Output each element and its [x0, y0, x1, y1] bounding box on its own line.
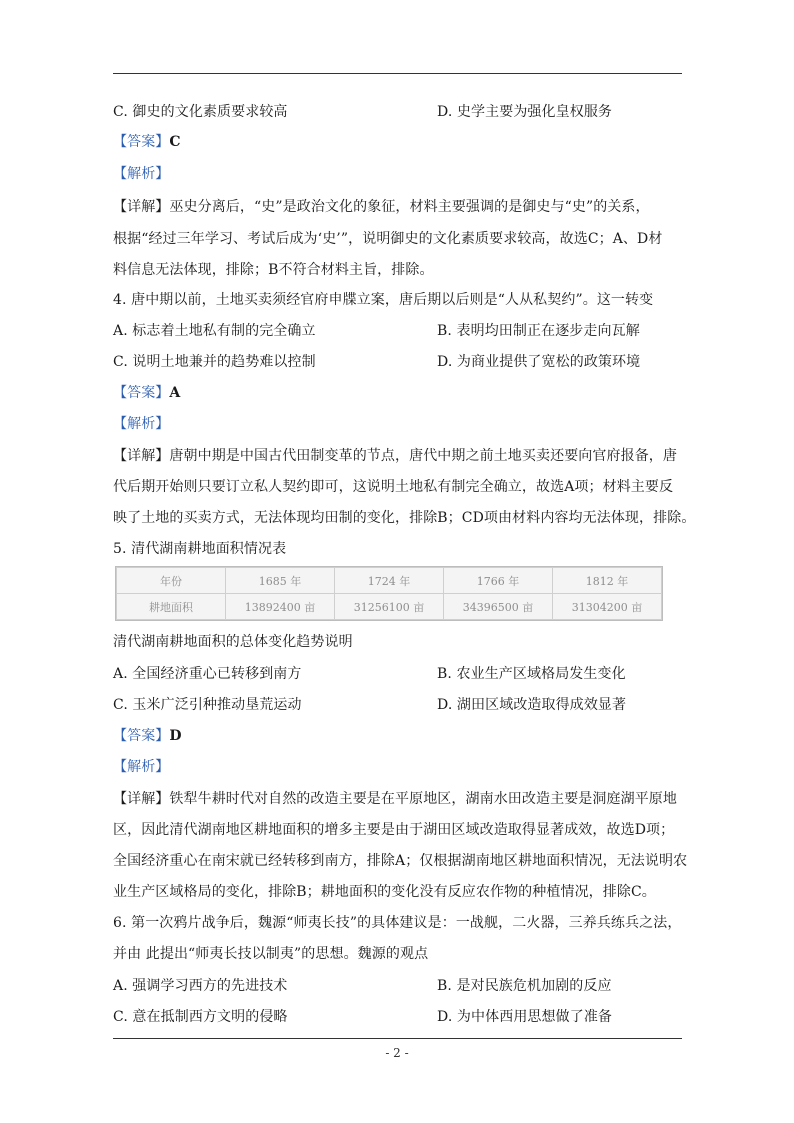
q3-detail-line-2: 根据“经过三年学习、考试后成为‘史’”，说明御史的文化素质要求较高，故选C；A、D材	[113, 231, 663, 247]
table-cell: 耕地面积	[117, 594, 226, 620]
table-cell: 34396500 亩	[444, 594, 553, 620]
q3-option-d: D. 史学主要为强化皇权服务	[437, 104, 613, 120]
q5-analysis	[113, 757, 688, 777]
q6-stem-line-1: 6. 第一次鸦片战争后，魏源“师夷长技”的具体建议是：一战舰，二火器，三养兵练兵之法，	[113, 915, 682, 931]
q4-detail-line-3: 映了土地的买卖方式，无法体现均田制的变化，排除B；CD项由材料内容均无法体现，排除。	[113, 510, 696, 526]
q6-option-a: A. 强调学习西方的先进技术	[113, 978, 288, 994]
q5-detail-line-2: 区，因此清代湖南地区耕地面积的增多主要是由于湖田区域改造取得显著成效，故选D项；	[113, 822, 675, 838]
detail-tag: 【详解】	[113, 199, 170, 215]
q5-question: 清代湖南耕地面积的总体变化趋势说明	[113, 634, 353, 650]
detail-text: 铁犁牛耕时代对自然的改造主要是在平原地区，湖南水田改造主要是洞庭湖平原地	[169, 791, 678, 807]
q6-option-c: C. 意在抵制西方文明的侵略	[113, 1009, 288, 1025]
q5-option-d: D. 湖田区域改造取得成效显著	[437, 697, 627, 713]
q5-option-b: B. 农业生产区域格局发生变化	[437, 666, 626, 682]
answer-tag: 【答案】	[113, 728, 170, 744]
q6-stem-line-2: 并由 此提出“师夷长技以制夷”的思想。魏源的观点	[113, 946, 429, 962]
detail-tag: 【详解】	[113, 448, 170, 464]
table-cell: 13892400 亩	[226, 594, 335, 620]
q3-answer	[113, 132, 688, 152]
q5-option-c: C. 玉米广泛引种推动垦荒运动	[113, 697, 302, 713]
q4-detail-line-2: 代后期开始则只要订立私人契约即可，这说明土地私有制完全确立，故选A项；材料主要反	[113, 479, 674, 495]
table-cell: 1685 年	[226, 568, 335, 594]
answer-tag: 【答案】	[113, 385, 170, 401]
q5-land-table	[115, 566, 663, 621]
table-cell: 年份	[117, 568, 226, 594]
q4-answer	[113, 383, 688, 403]
q4-option-d: D. 为商业提供了宽松的政策环境	[437, 354, 641, 370]
q6-option-b: B. 是对民族危机加剧的反应	[437, 978, 612, 994]
q4-detail-line-1	[113, 446, 688, 466]
table-cell: 31304200 亩	[553, 594, 662, 620]
detail-text: 巫史分离后，“史”是政治文化的象征，材料主要强调的是御史与“史”的关系，	[169, 199, 650, 215]
q4-option-c: C. 说明土地兼并的趋势难以控制	[113, 354, 316, 370]
header-rule	[113, 73, 682, 74]
answer-value: D	[169, 728, 182, 744]
analysis-tag: 【解析】	[113, 166, 170, 182]
analysis-tag: 【解析】	[113, 759, 170, 775]
q5-stem: 5. 清代湖南耕地面积情况表	[113, 541, 287, 557]
footer-rule	[113, 1038, 682, 1039]
q3-analysis	[113, 164, 688, 184]
table-cell: 1724 年	[335, 568, 444, 594]
q6-option-d: D. 为中体西用思想做了准备	[437, 1009, 613, 1025]
page-number: - 2 -	[385, 1046, 409, 1060]
table-cell: 1812 年	[553, 568, 662, 594]
detail-text: 唐朝中期是中国古代田制变革的节点，唐代中期之前土地买卖还要向官府报备，唐	[169, 448, 678, 464]
detail-tag: 【详解】	[113, 791, 170, 807]
table-row	[117, 594, 662, 620]
q3-detail-line-1	[113, 197, 688, 217]
table-header-row	[117, 568, 662, 594]
q5-answer	[113, 726, 688, 746]
table-cell: 31256100 亩	[335, 594, 444, 620]
q5-detail-line-1	[113, 789, 688, 809]
q3-detail-line-3: 料信息无法体现，排除；B不符合材料主旨，排除。	[113, 262, 434, 278]
q5-option-a: A. 全国经济重心已转移到南方	[113, 666, 302, 682]
q4-option-b: B. 表明均田制正在逐步走向瓦解	[437, 323, 640, 339]
q5-detail-line-4: 业生产区域格局的变化，排除B；耕地面积的变化没有反应农作物的种植情况，排除C。	[113, 884, 656, 900]
answer-tag: 【答案】	[113, 134, 170, 150]
q4-analysis	[113, 414, 688, 434]
table-cell: 1766 年	[444, 568, 553, 594]
q4-stem: 4. 唐中期以前，土地买卖须经官府申牒立案，唐后期以后则是“人从私契约”。这一转变	[113, 292, 654, 308]
q5-detail-line-3: 全国经济重心在南宋就已经转移到南方，排除A；仅根据湖南地区耕地面积情况，无法说明农	[113, 853, 688, 869]
answer-value: A	[169, 385, 181, 401]
analysis-tag: 【解析】	[113, 416, 170, 432]
q4-option-a: A. 标志着土地私有制的完全确立	[113, 323, 316, 339]
q3-option-c: C. 御史的文化素质要求较高	[113, 104, 288, 120]
answer-value: C	[169, 134, 181, 150]
